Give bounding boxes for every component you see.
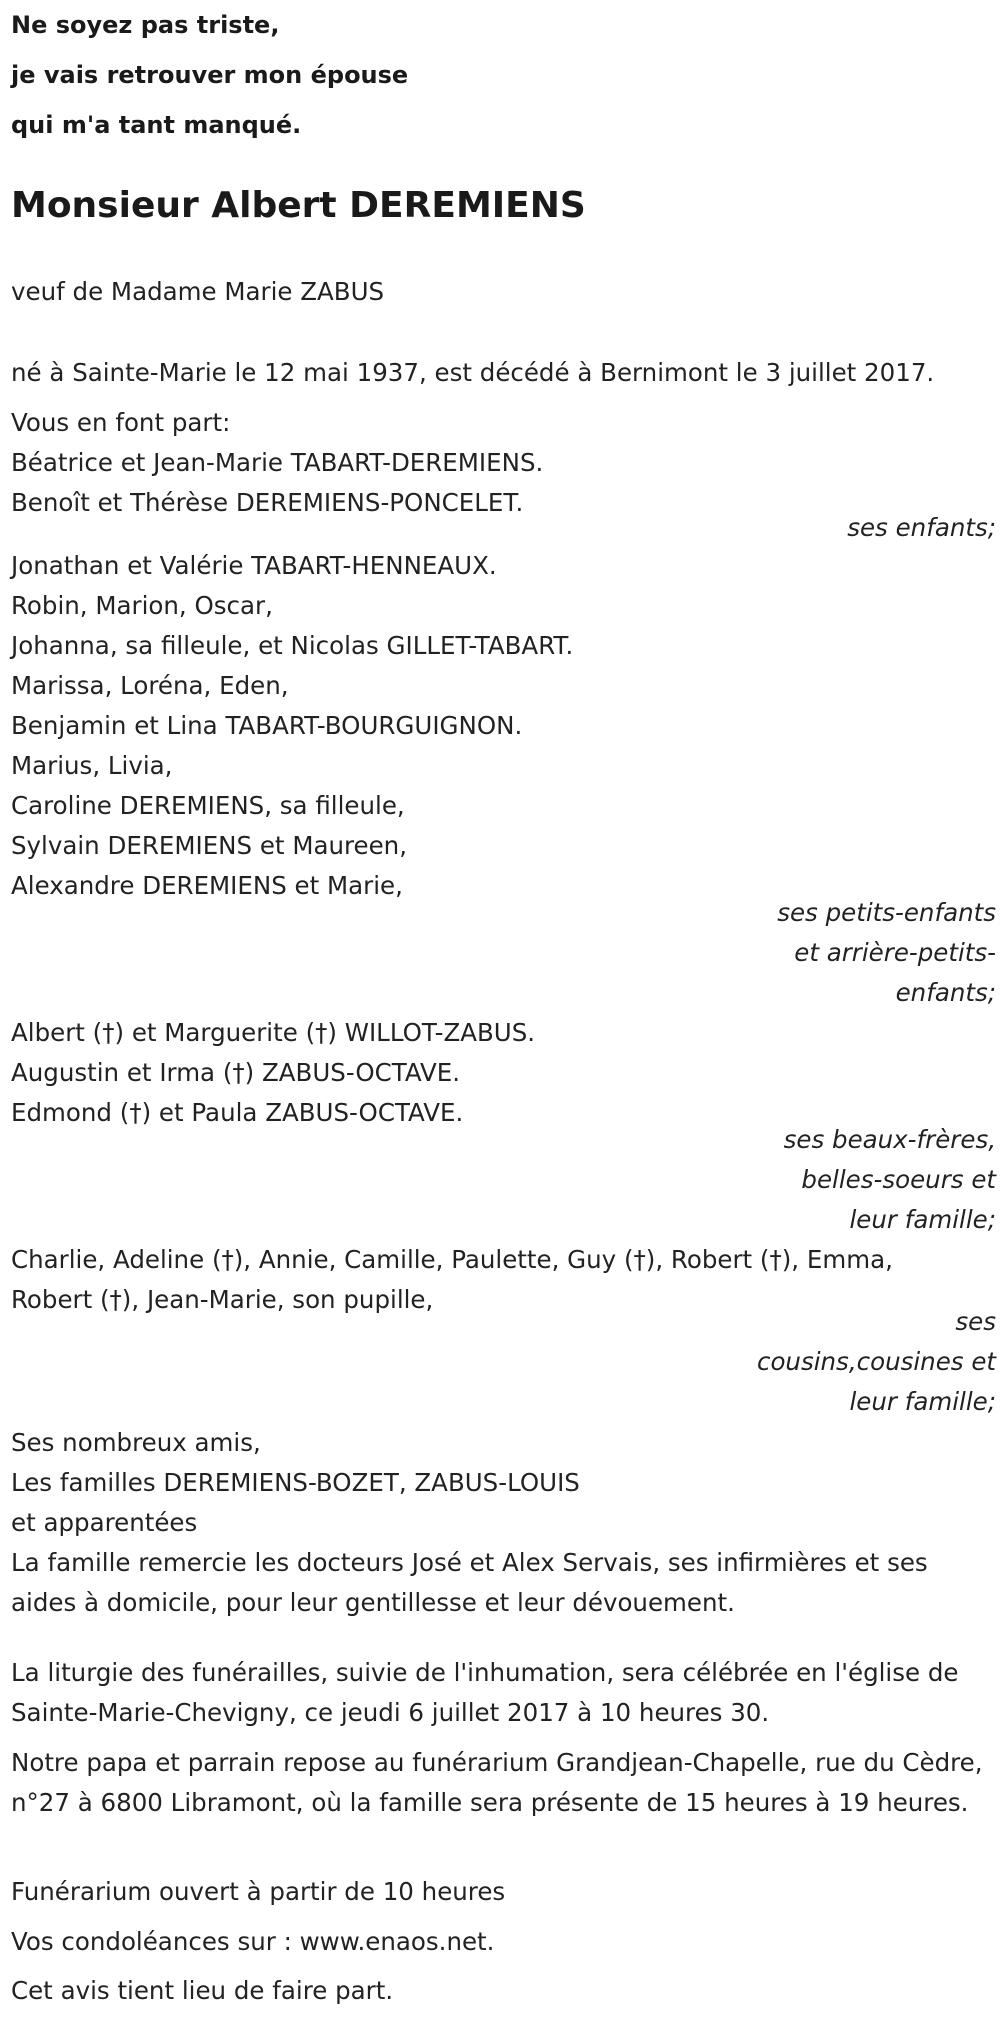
- grandchildren-role: enfants;: [895, 978, 996, 1007]
- grandchildren-line: Jonathan et Valérie TABART-HENNEAUX.: [11, 551, 497, 580]
- inlaws-line: Edmond (†) et Paula ZABUS-OCTAVE.: [11, 1098, 464, 1127]
- funerarium-opening: Funérarium ouvert à partir de 10 heures: [11, 1877, 506, 1906]
- closing-line: Cet avis tient lieu de faire part.: [11, 1976, 394, 2005]
- cousins-line: Robert (†), Jean-Marie, son pupille,: [11, 1285, 434, 1314]
- funerarium-paragraph: Notre papa et parrain repose au funérarium Grandjean-Chapelle, rue du Cèdre, n°27 à 6800 Libramont, où la famille sera présente de 15 heures à 19 heures.: [11, 1748, 983, 1817]
- friends-line: et apparentées: [11, 1508, 198, 1537]
- grandchildren-line: Robin, Marion, Oscar,: [11, 591, 273, 620]
- friends-line: Ses nombreux amis,: [11, 1428, 261, 1457]
- condolences-line: Vos condoléances sur : www.enaos.net.: [11, 1927, 495, 1956]
- grandchildren-line: Alexandre DEREMIENS et Marie,: [11, 871, 403, 900]
- grandchildren-role: ses petits-enfants: [777, 898, 996, 927]
- cousins-role: cousins,cousines et: [756, 1347, 996, 1376]
- cousins-line: Charlie, Adeline (†), Annie, Camille, Paulette, Guy (†), Robert (†), Emma,: [11, 1245, 893, 1274]
- grandchildren-role: et arrière-petits-: [794, 938, 996, 967]
- friends-line: Les familles DEREMIENS-BOZET, ZABUS-LOUIS: [11, 1468, 580, 1497]
- funeral-paragraph: La liturgie des funérailles, suivie de l'inhumation, sera célébrée en l'église de Sainte-Marie-Chevigny, ce jeudi 6 juillet 2017 à 10 heures 30.: [11, 1658, 959, 1727]
- quote-line-1: Ne soyez pas triste,: [11, 11, 280, 39]
- children-line: Béatrice et Jean-Marie TABART-DEREMIENS.: [11, 448, 544, 477]
- inlaws-line: Augustin et Irma (†) ZABUS-OCTAVE.: [11, 1058, 461, 1087]
- children-line: Benoît et Thérèse DEREMIENS-PONCELET.: [11, 488, 524, 517]
- birth-death-line: né à Sainte-Marie le 12 mai 1937, est décédé à Bernimont le 3 juillet 2017.: [11, 358, 935, 387]
- grandchildren-line: Caroline DEREMIENS, sa filleule,: [11, 791, 405, 820]
- widower-line: veuf de Madame Marie ZABUS: [11, 277, 385, 306]
- deceased-name: Monsieur Albert DEREMIENS: [11, 185, 586, 226]
- cousins-role: ses: [955, 1307, 996, 1336]
- quote-line-3: qui m'a tant manqué.: [11, 111, 302, 139]
- grandchildren-line: Benjamin et Lina TABART-BOURGUIGNON.: [11, 711, 523, 740]
- inlaws-role: ses beaux-frères,: [783, 1125, 996, 1154]
- cousins-role: leur famille;: [849, 1387, 996, 1416]
- inlaws-role: belles-soeurs et: [801, 1165, 996, 1194]
- quote-line-2: je vais retrouver mon épouse: [11, 61, 409, 89]
- inlaws-line: Albert (†) et Marguerite (†) WILLOT-ZABUS.: [11, 1018, 536, 1047]
- thanks-paragraph: La famille remercie les docteurs José et Alex Servais, ses infirmières et ses aides à domicile, pour leur gentillesse et leur dévouement.: [11, 1548, 928, 1617]
- grandchildren-line: Marius, Livia,: [11, 751, 173, 780]
- grandchildren-line: Marissa, Loréna, Eden,: [11, 671, 289, 700]
- children-role: ses enfants;: [847, 513, 996, 542]
- inlaws-role: leur famille;: [849, 1205, 996, 1234]
- announcement-intro: Vous en font part:: [11, 408, 231, 437]
- grandchildren-line: Johanna, sa filleule, et Nicolas GILLET-TABART.: [11, 631, 574, 660]
- grandchildren-line: Sylvain DEREMIENS et Maureen,: [11, 831, 407, 860]
